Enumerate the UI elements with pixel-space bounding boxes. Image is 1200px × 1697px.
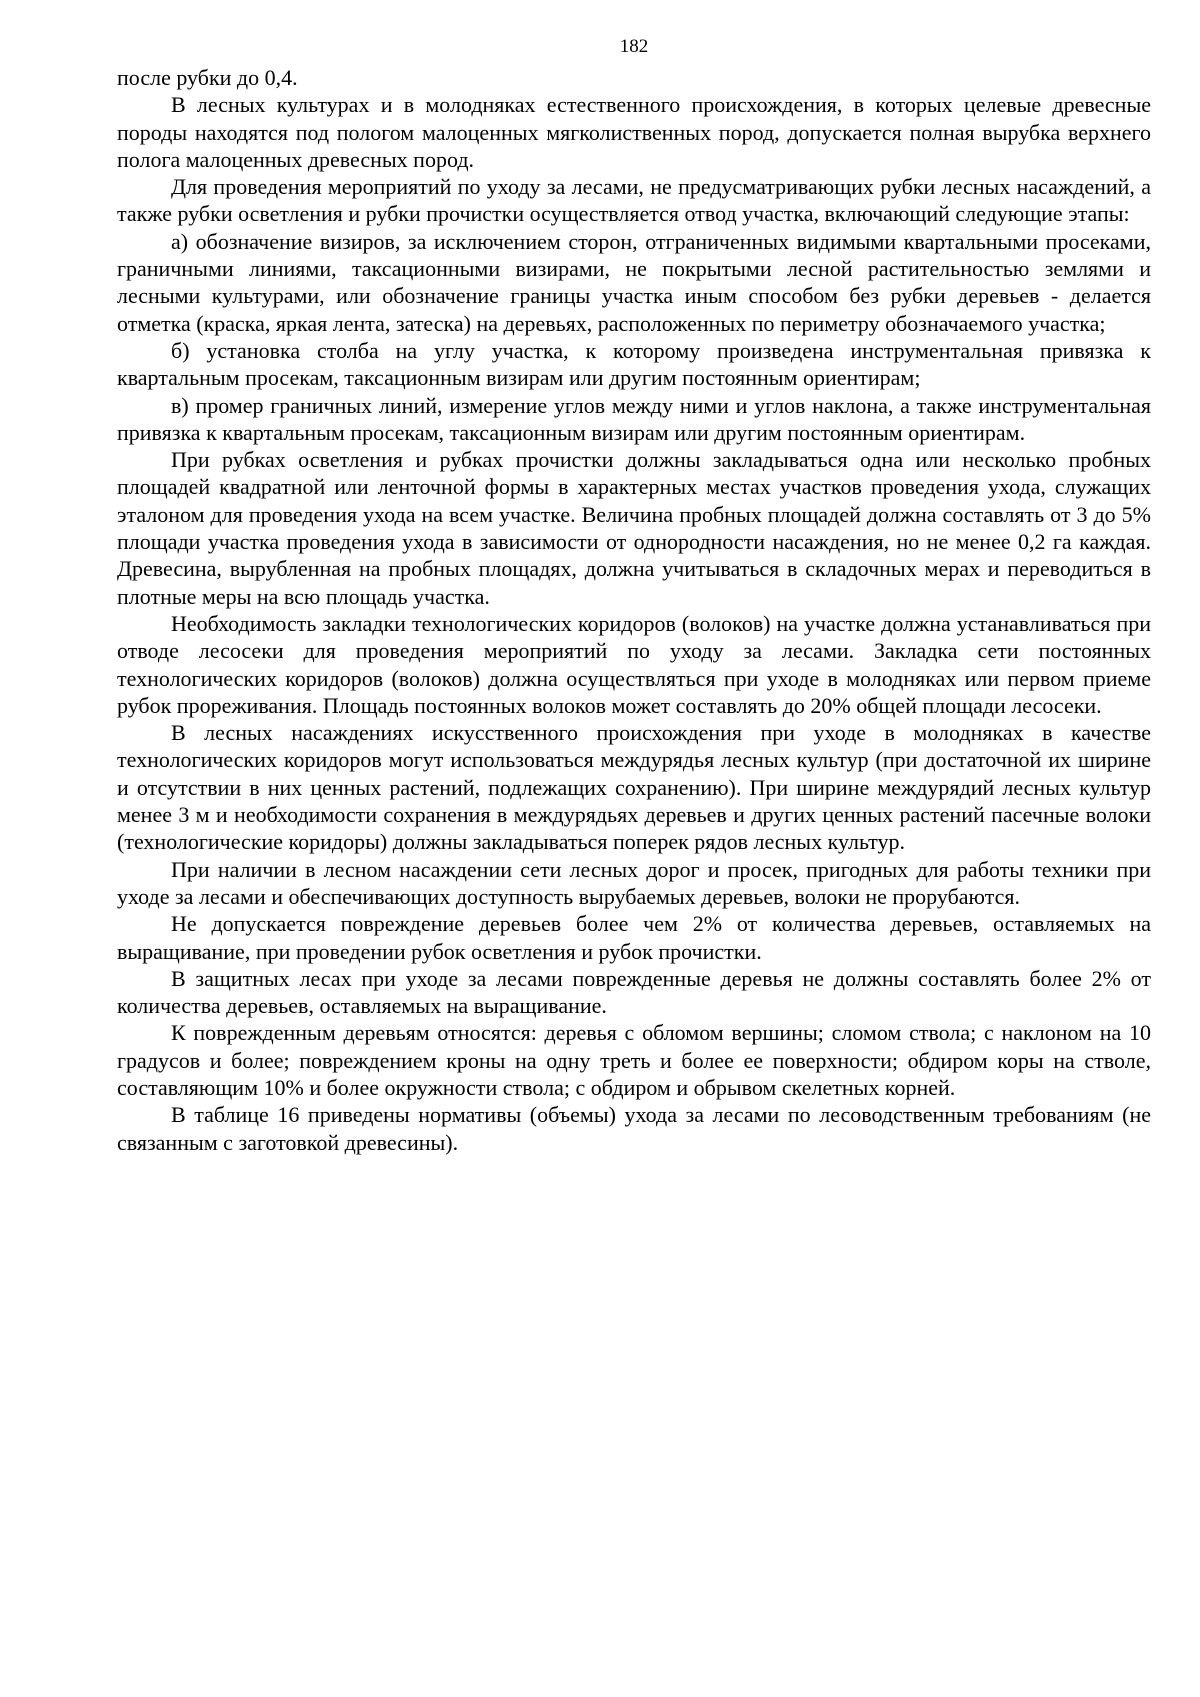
paragraph: В лесных культурах и в молодняках естественного происхождения, в которых целевые древесные породы находятся под пологом малоценных мягколиственных пород, допускается полная вырубка верхнего полога малоценных древесных пород. [117,92,1151,172]
document-body [117,64,1151,1156]
paragraph: В таблице 16 приведены нормативы (объемы) ухода за лесами по лесоводственным требованиям (не связанным с заготовкой древесины). [117,1102,1151,1155]
page-number: 182 [619,36,649,57]
list-item-b: б) установка столба на углу участка, к которому произведена инструментальная привязка к квартальным просекам, таксационным визирам или другим постоянным ориентирам; [117,337,1151,391]
list-item-a: а) обозначение визиров, за исключением сторон, отграниченных видимыми квартальными просеками, граничными линиями, таксационными визирами, не покрытыми лесной растительностью землями и лесными культурами, или обозначение границы участка иным способом без рубки деревьев - делается отметка (краска, яркая лента, затеска) на деревьях, расположенных по периметру обозначаемого участка; [117,228,1151,336]
paragraph: При рубках осветления и рубках прочистки должны закладываться одна или несколько пробных площадей квадратной или ленточной формы в характерных местах участков проведения ухода, служащих эталоном для проведения ухода на всем участке. Величина пробных площадей должна составлять от 3 до 5% площади участка проведения ухода в зависимости от однородности насаждения, но не менее 0,2 га каждая. Древесина, вырубленная на пробных площадях, должна учитываться в складочных мерах и переводиться в плотные меры на всю площадь участка. [117,447,1151,609]
paragraph: Необходимость закладки технологических коридоров (волоков) на участке должна устанавливаться при отводе лесосеки для проведения мероприятий по уходу за лесами. Закладка сети постоянных технологических коридоров (волоков) должна осуществляться при уходе в молодняках или первом приеме рубок прореживания. Площадь постоянных волоков может составлять до 20% общей площади лесосеки. [117,610,1151,718]
paragraph: В лесных насаждениях искусственного происхождения при уходе в молодняках в качестве технологических коридоров могут использоваться междурядья лесных культур (при достаточной их ширине и отсутствии в них ценных растений, подлежащих сохранению). При ширине междурядий лесных культур менее 3 м и необходимости сохранения в междурядьях деревьев и других ценных растений пасечные волоки (технологические коридоры) должны закладываться поперек рядов лесных культур. [117,720,1151,855]
list-item-c: в) промер граничных линий, измерение углов между ними и углов наклона, а также инструментальная привязка к квартальным просекам, таксационным визирам или другим постоянным ориентирам. [117,392,1151,445]
document-page [117,36,1151,1156]
paragraph: К поврежденным деревьям относятся: деревья с обломом вершины; сломом ствола; с наклоном на 10 градусов и более; повреждением кроны на одну треть и более ее поверхности; обдиром коры на стволе, составляющим 10% и более окружности ствола; с обдиром и обрывом скелетных корней. [117,1020,1151,1100]
paragraph: Для проведения мероприятий по уходу за лесами, не предусматривающих рубки лесных насаждений, а также рубки осветления и рубки прочистки осуществляется отвод участка, включающий следующие этапы: [117,174,1151,227]
paragraph: В защитных лесах при уходе за лесами поврежденные деревья не должны составлять более 2% от количества деревьев, оставляемых на выращивание. [117,965,1151,1019]
paragraph: после рубки до 0,4. [117,65,298,90]
paragraph: При наличии в лесном насаждении сети лесных дорог и просек, пригодных для работы техники при уходе за лесами и обеспечивающих доступность вырубаемых деревьев, волоки не прорубаются. [117,856,1151,909]
paragraph: Не допускается повреждение деревьев более чем 2% от количества деревьев, оставляемых на выращивание, при проведении рубок осветления и рубок прочистки. [117,911,1151,964]
